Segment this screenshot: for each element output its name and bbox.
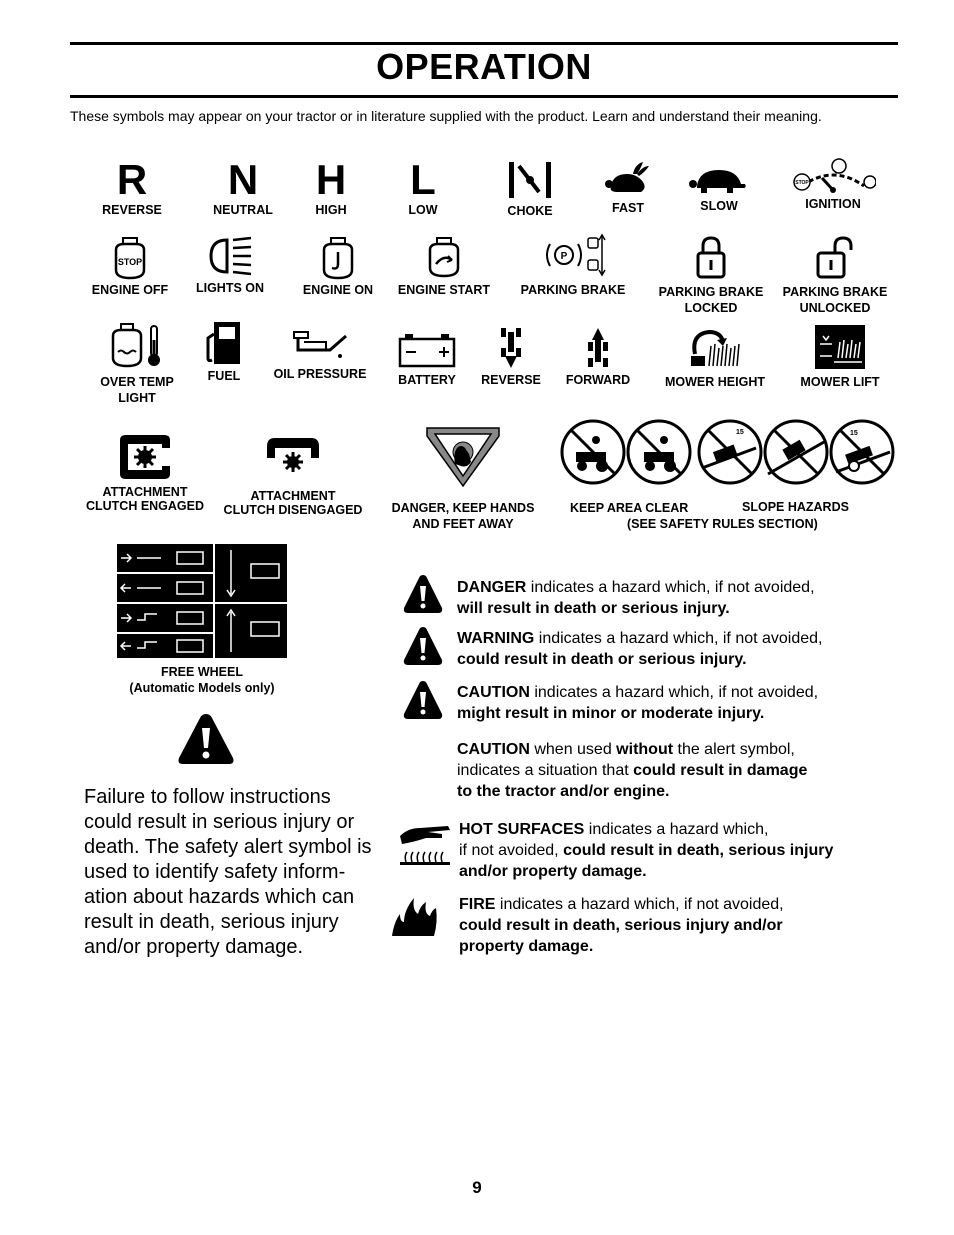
engine-off-label: ENGINE OFF <box>91 283 169 297</box>
symbol-reverse-dir <box>478 326 544 388</box>
fuel-label: FUEL <box>207 369 241 383</box>
caution2-bold2: to the tractor and/or engine. <box>457 783 670 800</box>
caution2-bold1: could result in damage <box>633 762 808 779</box>
caution-bold: might result in minor or moderate injury. <box>457 705 765 722</box>
symbol-fuel <box>192 320 256 384</box>
header-rule-top <box>70 42 898 45</box>
symbol-parking-brake <box>516 232 630 298</box>
hot-surface-icon <box>398 822 452 866</box>
engine-start-icon <box>424 236 464 280</box>
turtle-icon <box>689 164 749 196</box>
hand-hazard-icon <box>425 426 501 488</box>
oil-pressure-label: OIL PRESSURE <box>273 367 367 381</box>
parking-brake-label: PARKING BRAKE <box>520 283 626 297</box>
lock-open-icon <box>815 234 855 280</box>
symbol-mower-height <box>660 324 770 390</box>
neutral-letter: N <box>227 156 259 203</box>
reverse-letter: R <box>116 156 148 203</box>
danger-bold: will result in death or serious injury. <box>457 600 730 617</box>
free-wheel-label-2: (Automatic Models only) <box>129 681 275 695</box>
danger-symbol <box>403 574 443 619</box>
choke-label: CHOKE <box>507 204 553 218</box>
intro-text: These symbols may appear on your tractor or in literature supplied with the product. Learn and understand their meaning. <box>70 108 822 124</box>
keep-area-clear-icons <box>560 418 692 491</box>
att-disengaged-label-1: ATTACHMENT <box>250 489 336 503</box>
fire-bold2: property damage. <box>459 938 594 955</box>
battery-icon <box>397 332 457 368</box>
symbol-over-temp <box>94 322 180 406</box>
warning-symbol <box>403 626 443 671</box>
hot-surface-symbol <box>398 822 452 871</box>
pb-locked-label-2: LOCKED <box>684 301 738 315</box>
warning-bold: could result in death or serious injury. <box>457 651 747 668</box>
forward-label: FORWARD <box>565 373 631 387</box>
symbol-parking-brake-unlocked <box>779 234 891 316</box>
symbol-reverse <box>97 158 167 218</box>
free-wheel-label-1: FREE WHEEL <box>161 665 243 679</box>
engine-on-icon <box>318 236 358 282</box>
danger-hands-label-2: AND FEET AWAY <box>412 517 514 531</box>
ignition-stop-text: STOP <box>795 180 809 186</box>
high-letter: H <box>315 156 347 203</box>
caution-text <box>457 682 887 724</box>
att-engaged-label-1: ATTACHMENT <box>102 485 188 499</box>
mower-height-label: MOWER HEIGHT <box>665 375 765 389</box>
lock-closed-icon <box>693 234 729 280</box>
high-label: HIGH <box>315 203 347 217</box>
fire-word: FIRE <box>459 896 496 913</box>
battery-label: BATTERY <box>398 373 456 387</box>
low-label: LOW <box>408 203 438 217</box>
parking-brake-p-text: P <box>560 251 568 262</box>
symbol-battery <box>394 332 460 388</box>
ignition-label: IGNITION <box>805 197 861 211</box>
caution2-line2: indicates a situation that <box>457 762 634 779</box>
slope-hazards-label: SLOPE HAZARDS <box>742 500 849 514</box>
danger-word: DANGER <box>457 579 527 596</box>
caution-word: CAUTION <box>457 684 530 701</box>
attachment-disengaged-icon <box>263 434 323 478</box>
pb-locked-label-1: PARKING BRAKE <box>658 285 764 299</box>
danger-hands-label-1: DANGER, KEEP HANDS <box>391 501 535 515</box>
fuel-pump-icon <box>202 320 246 366</box>
symbol-fast <box>593 160 663 216</box>
fire-text <box>459 894 899 957</box>
slow-label: SLOW <box>700 199 738 213</box>
engine-start-label: ENGINE START <box>397 283 491 297</box>
caution2-mid2: the alert symbol, <box>673 741 795 758</box>
rabbit-icon <box>603 160 653 198</box>
symbol-slow <box>684 164 754 214</box>
symbol-danger-hands <box>384 426 542 532</box>
caution2-text <box>457 739 887 802</box>
reverse-arrow-icon <box>499 326 523 370</box>
see-safety-label: (SEE SAFETY RULES SECTION) <box>627 517 818 531</box>
mower-lift-label: MOWER LIFT <box>800 375 880 389</box>
danger-text <box>457 577 887 619</box>
slope-hazard-icon <box>696 418 896 486</box>
hot-rest: indicates a hazard which, <box>584 821 769 838</box>
keep-area-clear-label: KEEP AREA CLEAR <box>570 501 689 515</box>
hot-word: HOT SURFACES <box>459 821 585 838</box>
oil-can-icon <box>290 326 350 362</box>
reverse-label: REVERSE <box>102 203 162 217</box>
symbol-parking-brake-locked <box>655 234 767 316</box>
warning-text <box>457 628 887 670</box>
caution-triangle-icon <box>403 680 443 720</box>
danger-rest: indicates a hazard which, if not avoided, <box>526 579 815 596</box>
symbol-forward <box>562 326 634 388</box>
over-temp-icon <box>109 322 165 370</box>
hot-bold1: could result in death, serious injury <box>563 842 834 859</box>
warning-rest: indicates a hazard which, if not avoided, <box>534 630 823 647</box>
slope-hazard-icons <box>696 418 896 491</box>
free-wheel-diagram <box>117 544 287 665</box>
hot-bold2: and/or property damage. <box>459 863 647 880</box>
ignition-icon <box>790 156 876 196</box>
choke-icon <box>503 160 557 200</box>
symbol-oil-pressure <box>268 326 372 382</box>
symbol-attachment-engaged <box>80 432 210 513</box>
mower-height-icon <box>687 324 743 370</box>
caution2-word: CAUTION <box>457 741 530 758</box>
fire-rest: indicates a hazard which, if not avoided, <box>495 896 784 913</box>
symbol-neutral <box>208 158 278 218</box>
fire-icon <box>390 892 440 938</box>
keep-area-clear-icon <box>560 418 692 486</box>
mower-lift-icon <box>814 324 866 370</box>
attachment-engaged-icon <box>116 432 174 482</box>
fire-symbol <box>390 892 440 943</box>
page-title: OPERATION <box>376 46 592 87</box>
pb-unlocked-label-2: UNLOCKED <box>799 301 871 315</box>
page-number: 9 <box>472 1178 482 1197</box>
warning-word: WARNING <box>457 630 535 647</box>
caution-symbol <box>403 680 443 725</box>
caution2-without: without <box>616 741 674 758</box>
symbol-choke <box>495 160 565 219</box>
pb-unlocked-label-1: PARKING BRAKE <box>782 285 888 299</box>
symbol-engine-off <box>85 236 175 298</box>
fire-bold1: could result in death, serious injury and/or <box>459 917 783 934</box>
caution2-mid1: when used <box>529 741 617 758</box>
safety-alert-symbol <box>177 712 235 771</box>
danger-triangle-icon <box>403 574 443 614</box>
engine-off-stop-text: STOP <box>117 257 143 267</box>
caution-rest: indicates a hazard which, if not avoided, <box>529 684 819 701</box>
symbol-mower-lift <box>792 324 888 390</box>
symbol-attachment-disengaged <box>218 434 368 517</box>
reverse-dir-label: REVERSE <box>481 373 541 387</box>
engine-on-label: ENGINE ON <box>302 283 374 297</box>
neutral-label: NEUTRAL <box>213 203 273 217</box>
over-temp-label-2: LIGHT <box>118 391 156 405</box>
hot-surfaces-text <box>459 819 899 882</box>
low-letter: L <box>410 156 436 203</box>
slope-15-b: 15 <box>850 430 858 437</box>
headlight-icon <box>205 234 255 278</box>
warning-triangle-icon <box>177 712 235 766</box>
engine-off-icon <box>110 236 150 282</box>
lights-on-label: LIGHTS ON <box>195 281 265 295</box>
symbol-ignition <box>790 156 876 212</box>
over-temp-label-1: OVER TEMP <box>100 375 174 389</box>
hot-line2: if not avoided, <box>459 842 564 859</box>
symbol-lights-on <box>190 234 270 296</box>
att-engaged-label-2: CLUTCH ENGAGED <box>85 499 205 513</box>
forward-arrow-icon <box>586 326 610 370</box>
symbol-low <box>388 158 458 218</box>
symbol-engine-on <box>298 236 378 298</box>
parking-brake-icon <box>538 232 608 278</box>
slope-15-a: 15 <box>736 429 744 436</box>
att-disengaged-label-2: CLUTCH DISENGAGED <box>223 503 363 517</box>
symbol-engine-start <box>394 236 494 298</box>
warning-triangle-icon-2 <box>403 626 443 666</box>
free-wheel-icon <box>117 544 287 660</box>
symbol-high <box>296 158 366 218</box>
header-rule-bottom <box>70 95 898 98</box>
failure-text: Failure to follow instructions could result in serious injury or death. The safety alert symbol is used to identify safety inform-ation about hazards which can result in death, serious injury and/or property damage. <box>84 786 372 958</box>
fast-label: FAST <box>612 201 644 215</box>
